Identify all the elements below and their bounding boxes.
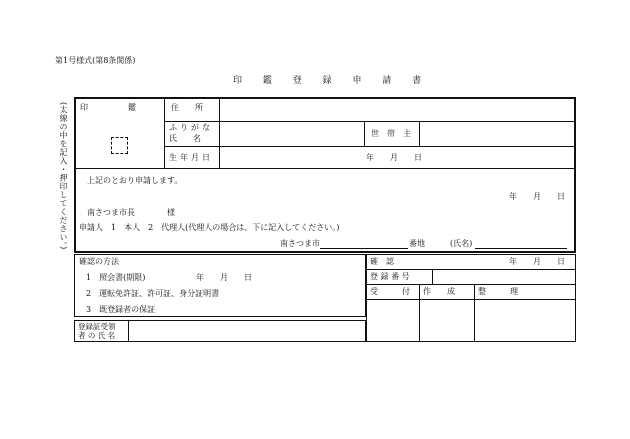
divider [164,146,575,147]
divider [419,121,420,146]
banchi-label: 番地 [409,239,425,248]
form-title [233,77,430,86]
received-label: 受 付 [370,287,410,296]
divider [419,284,420,342]
divider [364,121,365,146]
name-label: 氏 名 [169,134,201,143]
birthdate-label: 生年月日 [169,153,213,162]
birthdate-value[interactable]: 年 月 日 [366,153,422,162]
addressee: 南さつま市長 様 [87,208,175,217]
address-field[interactable] [221,99,574,120]
city-prefix: 南さつま市 [280,239,320,248]
seal-label: 印 鑑 [80,103,136,112]
name-field[interactable] [221,122,363,145]
registration-number-field[interactable] [434,270,575,283]
furigana-label: ふりがな [169,123,213,132]
divider [164,98,165,168]
divider [128,320,129,342]
confirmation-item-2[interactable]: 2 運転免許証、許可証、身分証明書 [86,289,220,298]
confirmation-item-1-date[interactable]: 年 月 日 [196,273,252,282]
divider [474,284,475,342]
receiver-label-2: 者 の 氏 名 [78,331,116,340]
receiver-label-1: 登録証受領 [78,322,116,331]
divider [75,168,575,169]
household-head-label: 世 帯 主 [371,129,411,138]
confirmation-method-label: 確認の方法 [79,257,119,266]
confirm-date[interactable]: 年 月 日 [509,257,565,266]
office-box [366,254,576,342]
arranged-label: 整 理 [478,287,518,296]
divider [366,299,576,300]
divider [219,98,220,168]
seal-stamp-area[interactable] [111,137,128,154]
household-head-field[interactable] [421,122,574,145]
form-number: 第1号様式(第8条関係) [55,56,136,65]
side-note: (太線の中を記入・押印してください。) [59,102,68,250]
registration-number-label: 登 録 番 号 [370,272,410,281]
form-title-text: 印 鑑 登 録 申 請 書 [233,76,431,86]
confirmation-item-1[interactable]: 1 照会書(期限) [86,273,146,282]
name-paren-label: (氏名) [450,239,473,248]
receiver-name-field[interactable] [130,321,365,341]
request-date[interactable]: 年 月 日 [509,192,565,201]
confirm-label: 確 認 [370,257,394,266]
created-label: 作 成 [423,287,455,296]
divider [366,284,576,285]
confirmation-item-3[interactable]: 3 既登録者の保証 [86,305,156,314]
applicant-line: 申請人 1 本人 2 代理人(代理人の場合は、下に記入してください。) [79,223,340,232]
name-underline[interactable] [475,248,567,249]
address-label: 住 所 [171,103,203,112]
divider [432,269,433,284]
address-underline[interactable] [320,248,408,249]
request-text: 上記のとおり申請します。 [87,176,183,185]
